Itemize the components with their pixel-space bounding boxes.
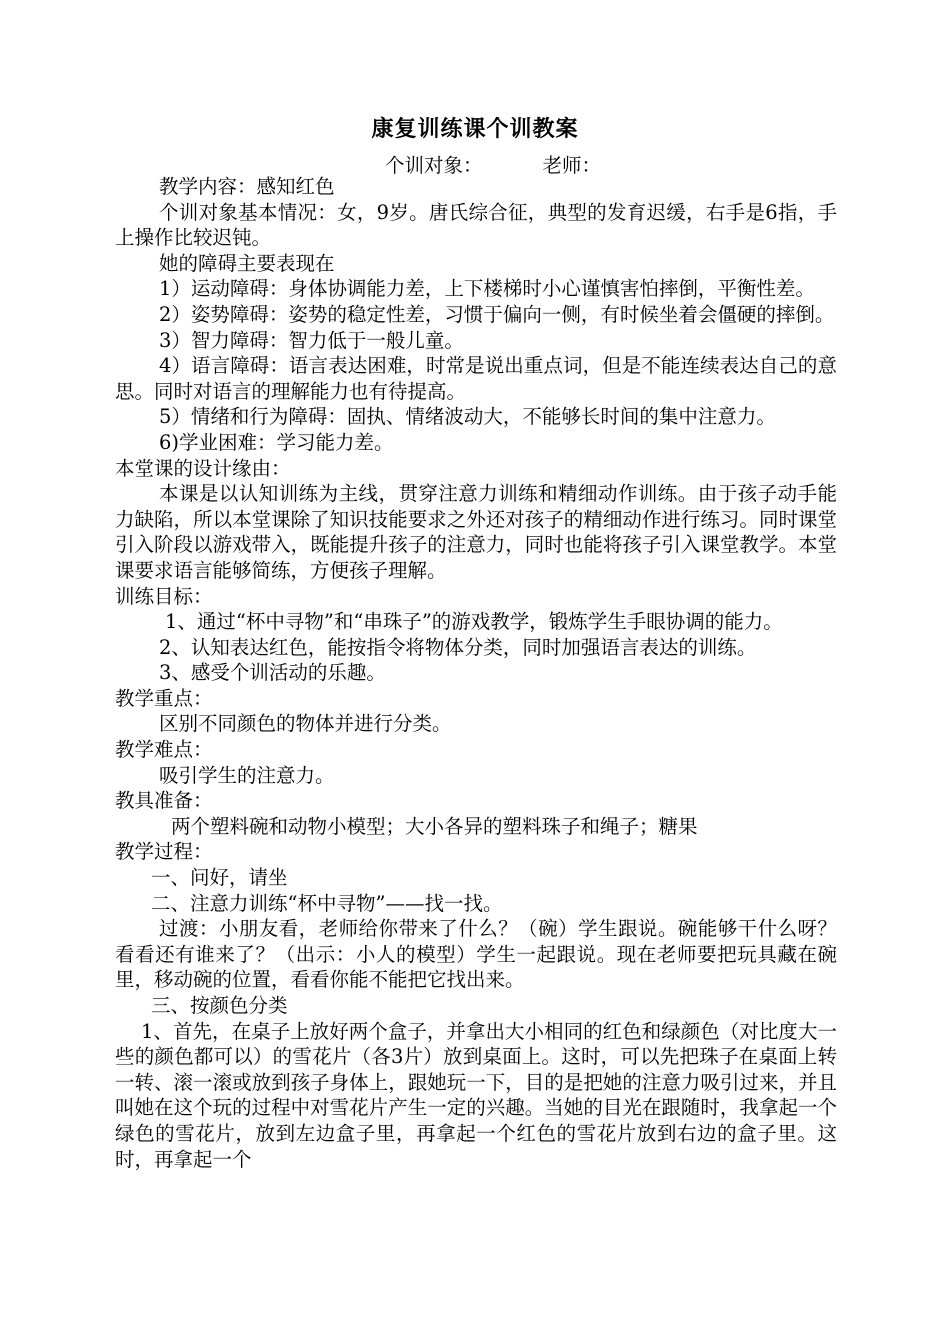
target-label: 个训对象：: [385, 154, 483, 177]
paragraph-key-point: 区别不同颜色的物体并进行分类。: [159, 712, 452, 736]
paragraph-step-3-detail: 1、首先，在桌子上放好两个盒子，并拿出大小相同的红色和绿颜色（对比度大一些的颜色都可以）的雪花片（各3片）放到桌面上。这时，可以先把珠子在桌面上转一转、滚一滚或放到孩子身体上，跟她玩一下，目的是把她的注意力吸引过来，并且叫她在这个玩的过程中对雪花片产生一定的兴趣。当她的目光在跟随时，我拿起一个绿色的雪花片，放到左边盒子里，再拿起一个红色的雪花片放到右边的盒子里。这时，再拿起一个: [115, 1019, 837, 1171]
heading-design-reason: 本堂课的设计缘由：: [115, 456, 291, 480]
paragraph-disorder-4: 4）语言障碍：语言表达困难，时常是说出重点词，但是不能连续表达自己的意思。同时对语言的理解能力也有待提高。: [115, 354, 837, 403]
heading-process: 教学过程：: [115, 840, 213, 864]
document-title: 康复训练课个训教案: [371, 117, 579, 142]
paragraph-goal-1: 1、通过“杯中寻物”和“串珠子”的游戏教学，锻炼学生手眼协调的能力。: [165, 610, 783, 634]
paragraph-step-1: 一、问好，请坐: [151, 866, 288, 890]
paragraph-disorder-6: 6)学业困难：学习能力差。: [159, 430, 394, 454]
paragraph-design-reason: 本课是以认知训练为主线，贯穿注意力训练和精细动作训练。由于孩子动手能力缺陷，所以本堂课除了知识技能要求之外还对孩子的精细动作进行练习。同时课堂引入阶段以游戏带入，既能提升孩子的注意力，同时也能将孩子引入课堂教学。本堂课要求语言能够简练，方便孩子理解。: [115, 482, 837, 582]
teacher-label: 老师：: [542, 154, 602, 177]
paragraph-step-3: 三、按颜色分类: [151, 994, 288, 1017]
paragraph-disorder-2: 2）姿势障碍：姿势的稳定性差，习惯于偏向一侧，有时候坐着会僵硬的摔倒。: [159, 302, 835, 326]
paragraph-disorder-5: 5）情绪和行为障碍：固执、情绪波动大，不能够长时间的集中注意力。: [159, 405, 776, 429]
paragraph-goal-2: 2、认知表达红色，能按指令将物体分类，同时加强语言表达的训练。: [159, 635, 757, 659]
heading-difficulty: 教学难点：: [115, 738, 213, 762]
paragraph-teaching-content: 教学内容：感知红色: [159, 175, 335, 198]
paragraph-materials: 两个塑料碗和动物小模型；大小各异的塑料珠子和绳子；糖果: [171, 814, 698, 838]
paragraph-disorders-intro: 她的障碍主要表现在: [159, 251, 335, 275]
document-body: [115, 174, 837, 1172]
paragraph-disorder-3: 3）智力障碍：智力低于一般儿童。: [159, 328, 464, 352]
paragraph-disorder-1: 1）运动障碍：身体协调能力差，上下楼梯时小心谨慎害怕摔倒，平衡性差。: [159, 277, 815, 301]
heading-goals: 训练目标：: [115, 584, 213, 608]
paragraph-step-2: 二、注意力训练“杯中寻物”——找一找。: [151, 891, 503, 915]
paragraph-student-info: 个训对象基本情况：女，9岁。唐氏综合征，典型的发育迟缓，右手是6指，手上操作比较迟钝。: [115, 200, 837, 250]
paragraph-goal-3: 3、感受个训活动的乐趣。: [159, 661, 386, 685]
paragraph-transition: 过渡：小朋友看，老师给你带来了什么？（碗）学生跟说。碗能够干什么呀？看看还有谁来了？（出示：小人的模型）学生一起跟说。现在老师要把玩具藏在碗里，移动碗的位置，看看你能不能把它找出来。: [115, 917, 837, 992]
heading-materials: 教具准备：: [115, 789, 213, 813]
heading-key-point: 教学重点：: [115, 686, 213, 710]
paragraph-difficulty: 吸引学生的注意力。: [159, 763, 335, 787]
